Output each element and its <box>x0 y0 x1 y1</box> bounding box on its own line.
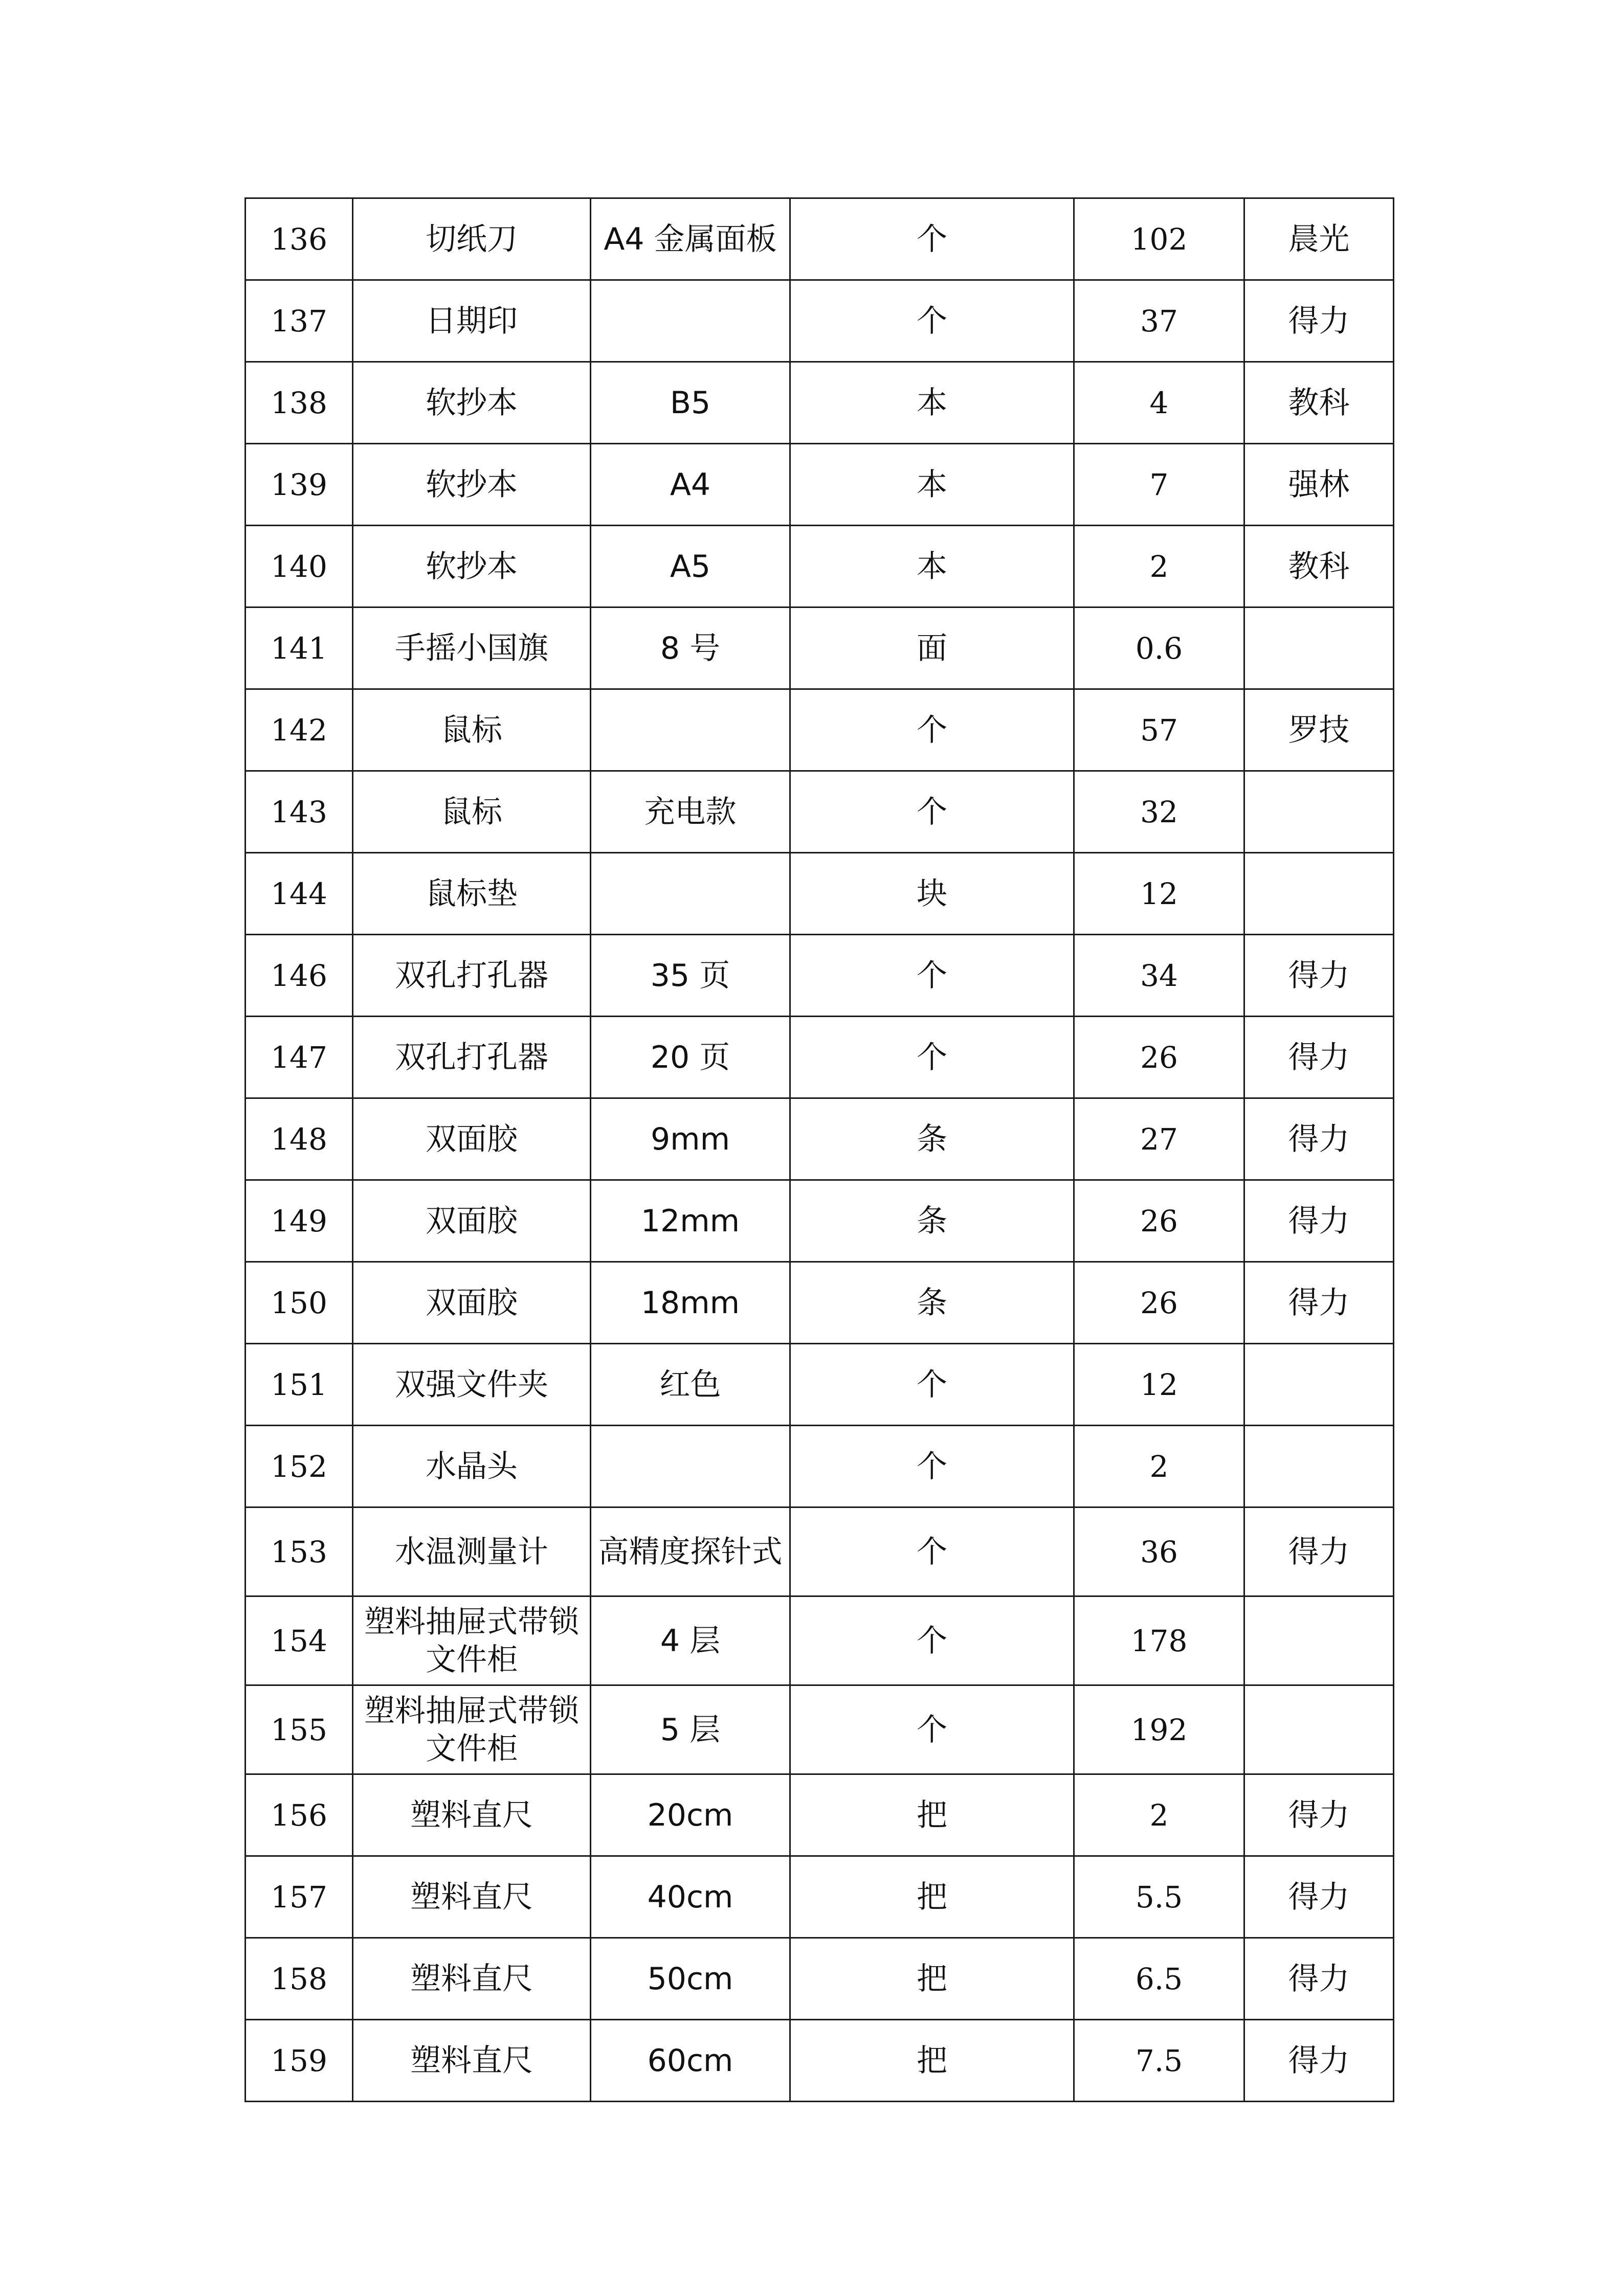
cell-specification: 5 层 <box>591 1685 790 1774</box>
cell-brand: 得力 <box>1244 1938 1394 2020</box>
cell-brand: 得力 <box>1244 1507 1394 1596</box>
cell-specification <box>591 1426 790 1507</box>
cell-specification: 50cm <box>591 1938 790 2020</box>
cell-specification: 20 页 <box>591 1017 790 1098</box>
cell-unit: 把 <box>790 1856 1074 1938</box>
price-table <box>244 197 1394 2102</box>
cell-price: 37 <box>1074 280 1244 362</box>
cell-price: 2 <box>1074 1774 1244 1856</box>
cell-brand: 得力 <box>1244 1262 1394 1344</box>
cell-specification: A4 <box>591 444 790 526</box>
cell-brand: 教科 <box>1244 362 1394 444</box>
cell-specification: 红色 <box>591 1344 790 1426</box>
cell-item-name: 手摇小国旗 <box>353 607 591 689</box>
table-row <box>246 444 1394 526</box>
table-row <box>246 1856 1394 1938</box>
cell-unit: 本 <box>790 362 1074 444</box>
cell-specification: B5 <box>591 362 790 444</box>
cell-specification: 20cm <box>591 1774 790 1856</box>
table-row <box>246 1344 1394 1426</box>
cell-brand: 晨光 <box>1244 198 1394 280</box>
table-row <box>246 362 1394 444</box>
cell-item-name: 鼠标 <box>353 689 591 771</box>
cell-price: 4 <box>1074 362 1244 444</box>
cell-price: 0.6 <box>1074 607 1244 689</box>
cell-price: 57 <box>1074 689 1244 771</box>
cell-unit: 面 <box>790 607 1074 689</box>
cell-brand: 得力 <box>1244 2020 1394 2102</box>
cell-unit: 个 <box>790 1596 1074 1685</box>
cell-brand: 得力 <box>1244 280 1394 362</box>
table-row <box>246 1180 1394 1262</box>
cell-number: 139 <box>246 444 353 526</box>
table-row <box>246 1685 1394 1774</box>
cell-brand: 得力 <box>1244 1017 1394 1098</box>
cell-brand <box>1244 1344 1394 1426</box>
table-row <box>246 1596 1394 1685</box>
cell-unit: 个 <box>790 771 1074 853</box>
cell-price: 192 <box>1074 1685 1244 1774</box>
cell-number: 138 <box>246 362 353 444</box>
cell-price: 102 <box>1074 198 1244 280</box>
cell-item-name: 双面胶 <box>353 1180 591 1262</box>
cell-item-name: 软抄本 <box>353 526 591 607</box>
cell-brand: 教科 <box>1244 526 1394 607</box>
cell-specification: 35 页 <box>591 935 790 1017</box>
cell-item-name: 水晶头 <box>353 1426 591 1507</box>
cell-specification: 12mm <box>591 1180 790 1262</box>
table-body <box>246 198 1394 2102</box>
cell-item-name: 双强文件夹 <box>353 1344 591 1426</box>
table-row <box>246 1017 1394 1098</box>
cell-brand: 得力 <box>1244 1856 1394 1938</box>
cell-brand <box>1244 853 1394 935</box>
cell-number: 156 <box>246 1774 353 1856</box>
cell-unit: 个 <box>790 1507 1074 1596</box>
cell-number: 148 <box>246 1098 353 1180</box>
cell-specification: 60cm <box>591 2020 790 2102</box>
table-row <box>246 1938 1394 2020</box>
cell-specification <box>591 853 790 935</box>
cell-item-name: 鼠标 <box>353 771 591 853</box>
cell-specification: 高精度探针式 <box>591 1507 790 1596</box>
cell-specification: 8 号 <box>591 607 790 689</box>
cell-brand <box>1244 1596 1394 1685</box>
table-row <box>246 1426 1394 1507</box>
cell-number: 150 <box>246 1262 353 1344</box>
table-row <box>246 771 1394 853</box>
cell-item-name: 双孔打孔器 <box>353 935 591 1017</box>
cell-specification <box>591 280 790 362</box>
table-row <box>246 1774 1394 1856</box>
table-row <box>246 607 1394 689</box>
cell-unit: 条 <box>790 1098 1074 1180</box>
cell-price: 12 <box>1074 1344 1244 1426</box>
cell-specification: 充电款 <box>591 771 790 853</box>
cell-specification <box>591 689 790 771</box>
table-row <box>246 935 1394 1017</box>
cell-number: 144 <box>246 853 353 935</box>
cell-brand <box>1244 1426 1394 1507</box>
table-row <box>246 1507 1394 1596</box>
cell-item-name: 双面胶 <box>353 1098 591 1180</box>
cell-unit: 块 <box>790 853 1074 935</box>
cell-item-name: 双面胶 <box>353 1262 591 1344</box>
cell-price: 12 <box>1074 853 1244 935</box>
cell-item-name: 双孔打孔器 <box>353 1017 591 1098</box>
cell-item-name: 软抄本 <box>353 444 591 526</box>
cell-price: 2 <box>1074 526 1244 607</box>
cell-number: 142 <box>246 689 353 771</box>
cell-unit: 个 <box>790 689 1074 771</box>
cell-specification: 9mm <box>591 1098 790 1180</box>
cell-price: 32 <box>1074 771 1244 853</box>
cell-number: 158 <box>246 1938 353 2020</box>
cell-unit: 把 <box>790 1938 1074 2020</box>
cell-brand: 强林 <box>1244 444 1394 526</box>
cell-number: 146 <box>246 935 353 1017</box>
cell-item-name: 切纸刀 <box>353 198 591 280</box>
table-row <box>246 2020 1394 2102</box>
cell-number: 136 <box>246 198 353 280</box>
cell-number: 141 <box>246 607 353 689</box>
cell-item-name: 塑料抽屉式带锁文件柜 <box>353 1685 591 1774</box>
table-row <box>246 1098 1394 1180</box>
cell-price: 2 <box>1074 1426 1244 1507</box>
table-row <box>246 280 1394 362</box>
cell-brand: 得力 <box>1244 1774 1394 1856</box>
cell-item-name: 塑料抽屉式带锁文件柜 <box>353 1596 591 1685</box>
cell-price: 26 <box>1074 1017 1244 1098</box>
cell-price: 7 <box>1074 444 1244 526</box>
cell-item-name: 塑料直尺 <box>353 1774 591 1856</box>
cell-unit: 本 <box>790 526 1074 607</box>
cell-number: 149 <box>246 1180 353 1262</box>
cell-price: 34 <box>1074 935 1244 1017</box>
cell-brand: 罗技 <box>1244 689 1394 771</box>
table-row <box>246 1262 1394 1344</box>
cell-unit: 条 <box>790 1180 1074 1262</box>
cell-price: 7.5 <box>1074 2020 1244 2102</box>
cell-price: 36 <box>1074 1507 1244 1596</box>
cell-number: 159 <box>246 2020 353 2102</box>
cell-item-name: 塑料直尺 <box>353 1938 591 2020</box>
table-row <box>246 853 1394 935</box>
cell-price: 5.5 <box>1074 1856 1244 1938</box>
cell-number: 151 <box>246 1344 353 1426</box>
cell-price: 26 <box>1074 1180 1244 1262</box>
cell-unit: 个 <box>790 1685 1074 1774</box>
cell-unit: 本 <box>790 444 1074 526</box>
cell-specification: A5 <box>591 526 790 607</box>
cell-unit: 把 <box>790 2020 1074 2102</box>
cell-unit: 个 <box>790 280 1074 362</box>
cell-number: 154 <box>246 1596 353 1685</box>
cell-unit: 个 <box>790 198 1074 280</box>
cell-brand <box>1244 607 1394 689</box>
cell-specification: 40cm <box>591 1856 790 1938</box>
cell-number: 153 <box>246 1507 353 1596</box>
cell-unit: 个 <box>790 1344 1074 1426</box>
cell-specification: 18mm <box>591 1262 790 1344</box>
cell-price: 27 <box>1074 1098 1244 1180</box>
cell-brand: 得力 <box>1244 1098 1394 1180</box>
cell-specification: A4 金属面板 <box>591 198 790 280</box>
cell-item-name: 软抄本 <box>353 362 591 444</box>
cell-unit: 条 <box>790 1262 1074 1344</box>
cell-item-name: 日期印 <box>353 280 591 362</box>
cell-item-name: 塑料直尺 <box>353 2020 591 2102</box>
table-row <box>246 198 1394 280</box>
cell-number: 152 <box>246 1426 353 1507</box>
cell-number: 157 <box>246 1856 353 1938</box>
cell-price: 178 <box>1074 1596 1244 1685</box>
cell-unit: 个 <box>790 1017 1074 1098</box>
cell-number: 137 <box>246 280 353 362</box>
cell-price: 6.5 <box>1074 1938 1244 2020</box>
cell-item-name: 水温测量计 <box>353 1507 591 1596</box>
table-row <box>246 526 1394 607</box>
cell-price: 26 <box>1074 1262 1244 1344</box>
cell-item-name: 鼠标垫 <box>353 853 591 935</box>
cell-specification: 4 层 <box>591 1596 790 1685</box>
cell-number: 140 <box>246 526 353 607</box>
table-row <box>246 689 1394 771</box>
cell-number: 143 <box>246 771 353 853</box>
cell-brand <box>1244 771 1394 853</box>
cell-brand: 得力 <box>1244 935 1394 1017</box>
cell-unit: 个 <box>790 1426 1074 1507</box>
cell-number: 155 <box>246 1685 353 1774</box>
cell-brand: 得力 <box>1244 1180 1394 1262</box>
cell-unit: 个 <box>790 935 1074 1017</box>
cell-brand <box>1244 1685 1394 1774</box>
cell-item-name: 塑料直尺 <box>353 1856 591 1938</box>
cell-number: 147 <box>246 1017 353 1098</box>
cell-unit: 把 <box>790 1774 1074 1856</box>
